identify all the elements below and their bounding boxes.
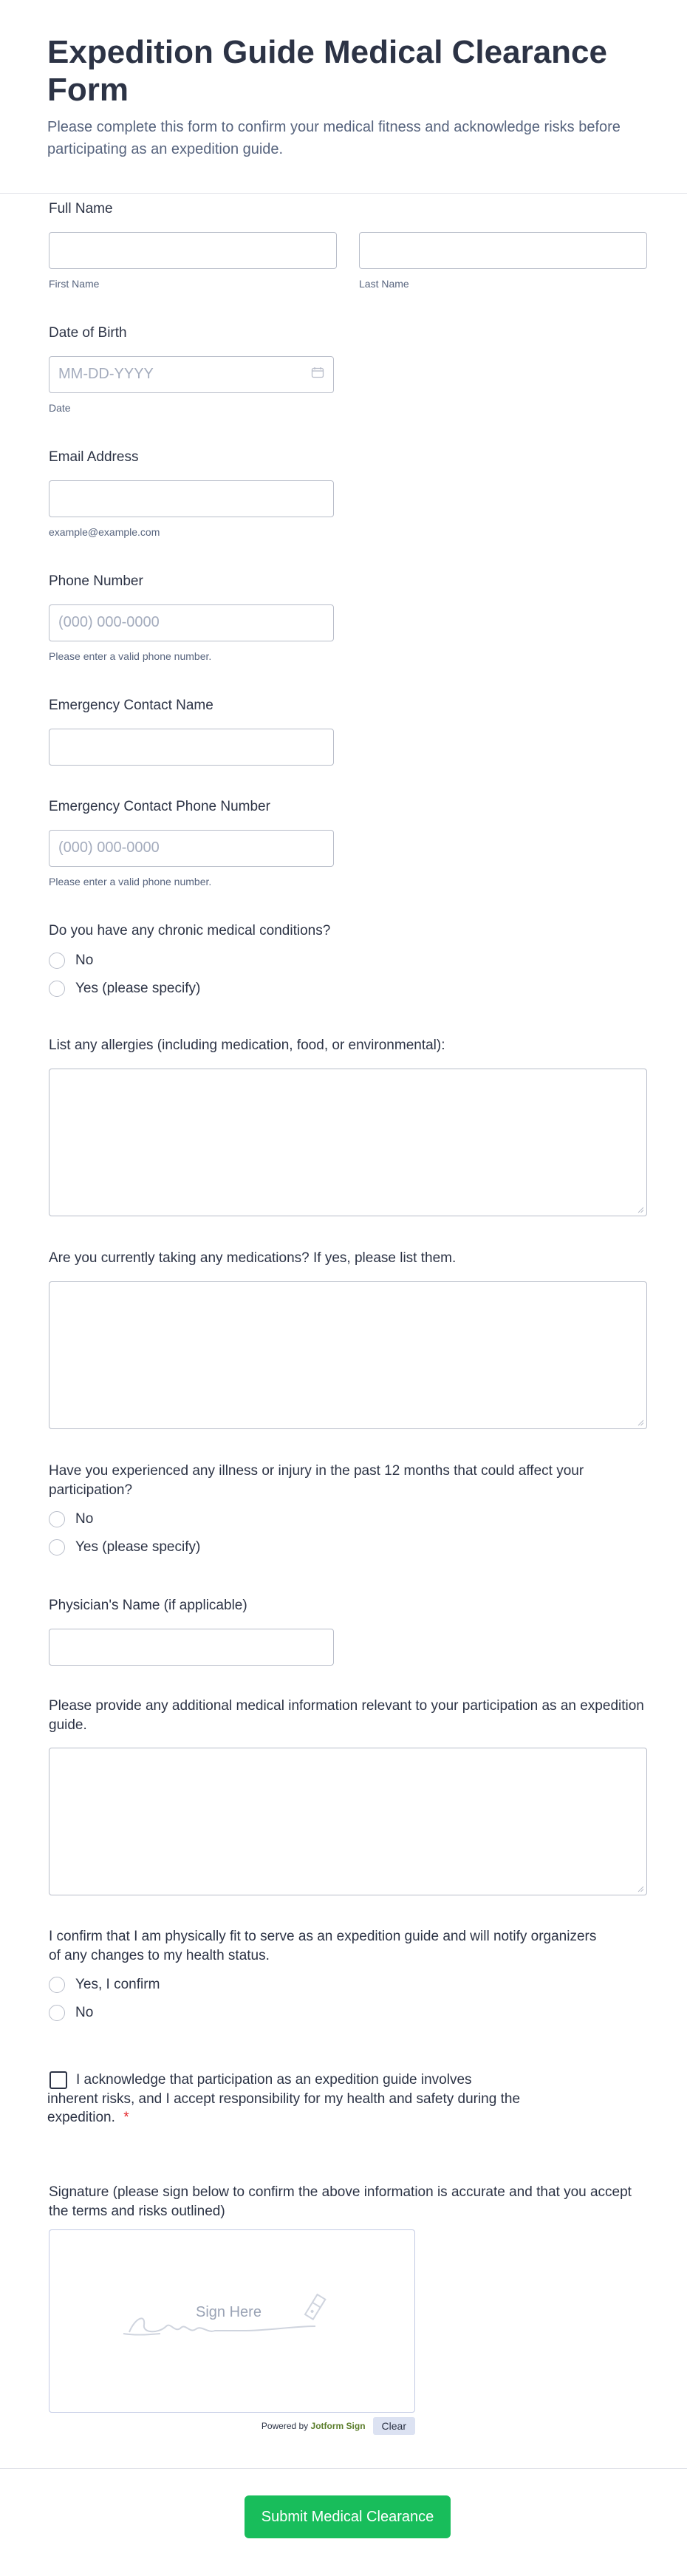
illness-field [49, 1462, 647, 1561]
dob-input[interactable] [49, 356, 334, 393]
signature-pad[interactable] [49, 2229, 415, 2413]
phone-field [49, 572, 334, 662]
medications-field [49, 1249, 647, 1429]
dob-placeholder: MM-DD-YYYY [58, 366, 154, 383]
chronic-option-yes[interactable] [49, 975, 647, 1003]
signature-placeholder: Sign Here [196, 2304, 262, 2321]
phone-input[interactable]: (000) 000-0000 [49, 604, 334, 641]
chronic-option-no[interactable] [49, 947, 647, 975]
additional-textarea[interactable] [49, 1748, 647, 1895]
signature-field [49, 2183, 647, 2435]
form-subtitle: Please complete this form to confirm your medical fitness and acknowledge risks before participating as an expedition guide. [47, 119, 621, 158]
submit-area [0, 2468, 687, 2576]
acknowledge-line3: expedition. [47, 2110, 115, 2126]
last-name-sublabel: Last Name [359, 277, 409, 290]
acknowledge-line2: inherent risks, and I accept responsibility for my health and safety during the [47, 2091, 521, 2107]
dob-field [49, 324, 334, 414]
submit-button[interactable]: Submit Medical Clearance [245, 2495, 451, 2538]
first-name-input[interactable] [49, 232, 337, 269]
email-label: Email Address [49, 449, 139, 465]
email-field [49, 448, 334, 538]
signature-footer [49, 2417, 415, 2435]
emergency-name-field [49, 696, 334, 766]
radio-circle[interactable] [49, 1511, 65, 1527]
radio-circle[interactable] [49, 981, 65, 997]
additional-label: Please provide any additional medical information relevant to your participation as an expedition guide. [49, 1698, 644, 1733]
phone-label: Phone Number [49, 573, 143, 589]
allergies-textarea[interactable] [49, 1069, 647, 1216]
resize-grip-icon[interactable] [638, 1886, 644, 1892]
radio-label: No [75, 952, 94, 968]
radio-circle[interactable] [49, 2005, 65, 2021]
emergency-name-input[interactable] [49, 729, 334, 766]
illness-label: Have you experienced any illness or injury in the past 12 months that could affect your participation? [49, 1463, 584, 1498]
chronic-field [49, 921, 647, 1003]
powered-brand[interactable]: Jotform Sign [310, 2421, 366, 2432]
resize-grip-icon[interactable] [638, 1207, 644, 1213]
full-name-field [49, 200, 647, 290]
radio-circle[interactable] [49, 1977, 65, 1993]
confirm-option-no[interactable] [49, 1999, 647, 2027]
clear-signature-button[interactable]: Clear [373, 2417, 415, 2435]
dob-sublabel: Date [49, 401, 71, 414]
radio-label: No [75, 1511, 94, 1527]
acknowledge-line1: I acknowledge that participation as an expedition guide involves [76, 2072, 472, 2088]
emergency-phone-field [49, 797, 334, 887]
required-mark: * [123, 2110, 129, 2126]
medications-label: Are you currently taking any medications? If yes, please list them. [49, 1250, 457, 1266]
signature-pen-icon [49, 2230, 416, 2413]
illness-option-yes[interactable] [49, 1533, 647, 1561]
last-name-input[interactable] [359, 232, 647, 269]
medications-textarea[interactable] [49, 1281, 647, 1429]
phone-sublabel: Please enter a valid phone number. [49, 650, 212, 662]
acknowledge-line3-wrap [47, 2108, 646, 2127]
radio-label: Yes (please specify) [75, 1539, 201, 1556]
email-sublabel: example@example.com [49, 525, 160, 538]
radio-circle[interactable] [49, 953, 65, 969]
signature-label: Signature (please sign below to confirm the above information is accurate and that you accept the terms and risks outlined) [49, 2184, 632, 2219]
powered-prefix: Powered by [261, 2421, 309, 2432]
illness-option-no[interactable] [49, 1505, 647, 1533]
form-title: Expedition Guide Medical Clearance Form [47, 34, 607, 108]
physician-field [49, 1596, 334, 1666]
radio-label: No [75, 2005, 94, 2021]
full-name-label: Full Name [49, 201, 113, 217]
emergency-phone-sublabel: Please enter a valid phone number. [49, 875, 212, 887]
first-name-sublabel: First Name [49, 277, 100, 290]
acknowledge-checkbox[interactable] [49, 2071, 67, 2089]
chronic-label: Do you have any chronic medical conditions? [49, 923, 331, 938]
dob-label: Date of Birth [49, 325, 127, 341]
acknowledge-field [47, 2071, 646, 2127]
confirm-label: I confirm that I am physically fit to serve as an expedition guide and will notify organizers of any changes to my health status. [49, 1929, 597, 1963]
form-header [0, 0, 687, 194]
email-input[interactable] [49, 480, 334, 517]
allergies-field [49, 1036, 647, 1216]
additional-field [49, 1697, 647, 1895]
radio-circle[interactable] [49, 1539, 65, 1556]
radio-label: Yes (please specify) [75, 980, 201, 996]
confirm-option-yes[interactable] [49, 1971, 647, 1999]
emergency-phone-input[interactable]: (000) 000-0000 [49, 830, 334, 867]
emergency-name-label: Emergency Contact Name [49, 698, 213, 713]
resize-grip-icon[interactable] [638, 1420, 644, 1426]
physician-input[interactable] [49, 1629, 334, 1666]
powered-by-text [262, 2421, 366, 2431]
confirm-field [49, 1927, 647, 2027]
physician-label: Physician's Name (if applicable) [49, 1598, 247, 1613]
radio-label: Yes, I confirm [75, 1977, 160, 1993]
allergies-label: List any allergies (including medication, food, or environmental): [49, 1037, 445, 1053]
emergency-phone-label: Emergency Contact Phone Number [49, 799, 270, 814]
calendar-icon[interactable] [311, 366, 324, 383]
